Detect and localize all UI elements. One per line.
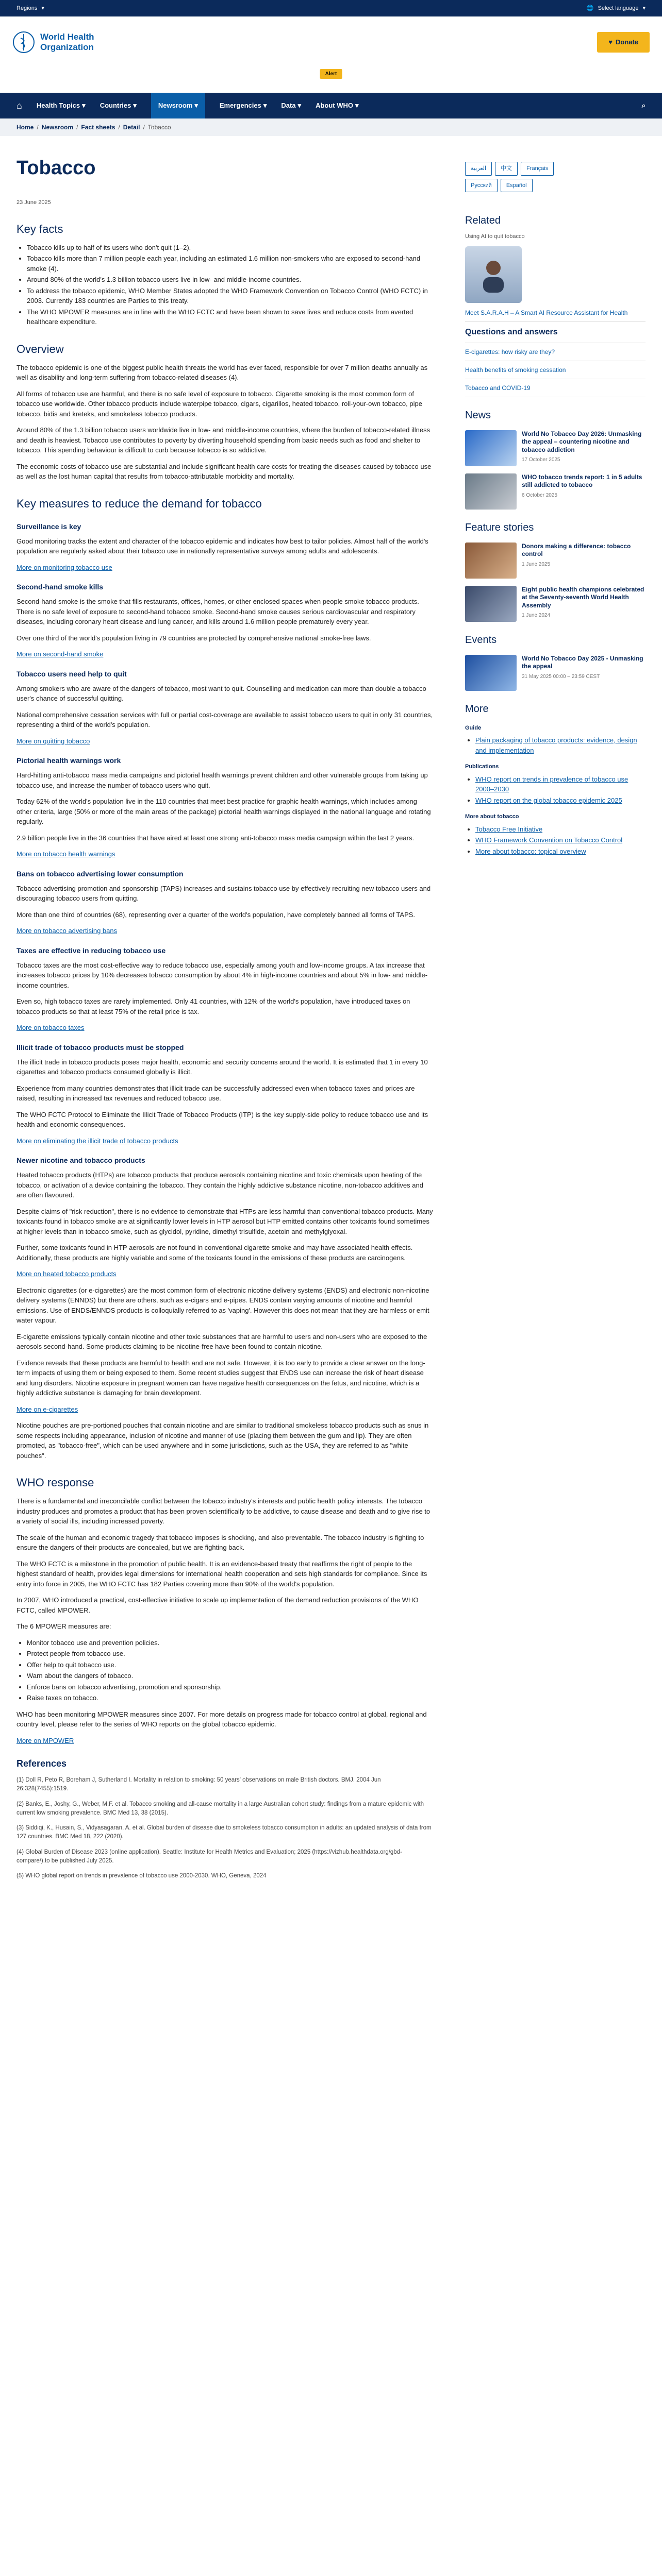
alert-banner	[320, 68, 342, 78]
crumb-home[interactable]: Home	[16, 124, 34, 131]
news-thumbnail	[465, 473, 517, 510]
feature-date: 1 June 2025	[522, 561, 551, 567]
chevron-down-icon: ▾	[642, 5, 646, 11]
event-title: World No Tobacco Day 2025 - Unmasking the appeal	[522, 654, 643, 670]
donate-label: Donate	[615, 38, 638, 46]
paragraph: There is a fundamental and irreconcilable conflict between the tobacco industry's interests and public health policy interests. The tobacco industry produces and promotes a product that has been proven scientifically to be addictive, to cause disease and death and to give rise to a variety of social ills, including increased poverty.	[16, 1497, 431, 1525]
guide-link[interactable]: Plain packaging of tobacco products: evidence, design and implementation	[475, 736, 637, 754]
paragraph: Further, some toxicants found in HTP aerosols are not found in conventional cigarette smoke and may have associated health effects. Additionally, these products are highly variable and some of the toxicants found in the emissions of these products are carcinogens.	[16, 1244, 413, 1262]
chevron-down-icon: ▾	[297, 101, 302, 110]
nav-data[interactable]	[281, 93, 301, 118]
paragraph: Hard-hitting anti-tobacco mass media campaigns and pictorial health warnings prevent children and other vulnerable groups from taking up tobacco use, and increase the number of tobacco users who quit.	[16, 771, 428, 789]
lang-french[interactable]: Français	[521, 162, 554, 176]
paragraph: Electronic cigarettes (or e-cigarettes) are the most common form of electronic nicotine delivery systems (ENDS) and electronic non-nicotine delivery systems (ENNDS) but there are others, such as e-cigars and e-pipes. ENDS contain varying amounts of nicotine and harmful emissions. Use of ENDS/ENNDS products is colloquially referred to as 'vaping'. However this does not mean that they are harmless or emit water vapour.	[16, 1286, 429, 1324]
features-heading: Feature stories	[465, 521, 534, 533]
chevron-down-icon: ▾	[41, 5, 44, 11]
section-heading: Illicit trade of tobacco products must be stopped	[16, 1043, 184, 1052]
event-item[interactable]	[465, 655, 646, 691]
list-item: • The WHO MPOWER measures are in line with the WHO FCTC and have been shown to save lives and reduce costs from averted healthcare expenditure.	[27, 307, 434, 327]
feature-date: 1 June 2024	[522, 613, 551, 619]
events-heading: Events	[465, 634, 497, 646]
main-nav	[0, 93, 662, 118]
lang-russian[interactable]: Русский	[465, 179, 498, 193]
org-name: World Health	[40, 32, 94, 42]
nav-label: Data	[281, 101, 296, 110]
mpower-list	[27, 1638, 434, 1703]
more-link[interactable]: More on monitoring tobacco use	[16, 563, 112, 571]
crumb-fact-sheets[interactable]: Fact sheets	[81, 124, 115, 131]
about-link[interactable]: WHO Framework Convention on Tobacco Control	[475, 836, 623, 844]
who-logo[interactable]	[12, 31, 94, 54]
crumb-newsroom[interactable]: Newsroom	[41, 124, 74, 131]
references-heading: References	[16, 1758, 67, 1769]
related-heading: Related	[465, 215, 501, 226]
heart-icon: ♥	[608, 38, 613, 46]
paragraph: Evidence reveals that these products are harmful to health and are not safe. However, it is too early to provide a clear answer on the long-term impacts of using them or being exposed to them. Some recent studies suggest that ENDS use can increase the risk of heart disease and lung disorders. Nicotine exposure in pregnant women can have negative health consequences on the fetus, and nicotine, which is a highly addictive substance is damaging for brain development.	[16, 1359, 425, 1397]
news-heading: News	[465, 409, 491, 421]
nav-label: Countries	[100, 101, 131, 110]
regions-menu[interactable]: Regions	[16, 5, 38, 11]
list-item: • Tobacco kills more than 7 million people each year, including an estimated 1.6 million non-smokers who are exposed to second-hand smoke (4).	[27, 253, 434, 274]
list-item: • Raise taxes on tobacco.	[27, 1693, 434, 1703]
reference: (4) Global Burden of Disease 2023 (online application). Seattle: Institute for Health Metrics and Evaluation; 2025 (https://vizhub.healthdata.org/gbd-compare/).to be published July 2025.	[16, 1849, 402, 1864]
paragraph: Good monitoring tracks the extent and character of the tobacco epidemic and indicates how best to tailor policies. Almost half of the world's population are regularly asked about their tobacco use in nationally representative surveys among adults and adolescents.	[16, 537, 428, 555]
list-item: • Protect people from tobacco use.	[27, 1649, 434, 1659]
paragraph: Even so, high tobacco taxes are rarely implemented. Only 41 countries, with 12% of the world's population, have introduced taxes on tobacco products so that at least 75% of the retail price is tax.	[16, 997, 410, 1015]
page-title: Tobacco	[16, 157, 96, 179]
who-response-heading: WHO response	[16, 1476, 94, 1489]
more-link[interactable]: More on second-hand smoke	[16, 650, 104, 658]
news-title: World No Tobacco Day 2026: Unmasking the appeal – countering nicotine and tobacco addiction	[522, 430, 642, 453]
publication-link[interactable]: WHO report on the global tobacco epidemic 2025	[475, 796, 622, 804]
paragraph: Experience from many countries demonstrates that illicit trade can be successfully addressed even when tobacco taxes and prices are raised, resulting in increased tax revenues and reduced tobacco use.	[16, 1084, 415, 1102]
overview-heading: Overview	[16, 342, 64, 355]
about-tobacco-heading: More about tobacco	[465, 814, 519, 820]
reference: (3) Siddiqi, K., Husain, S., Vidyasagaran, A. et al. Global burden of disease due to smokeless tobacco consumption in adults: an updated analysis of data from 127 countries. BMC Med 18, 222 (2020).	[16, 1825, 432, 1840]
list-item: • Monitor tobacco use and prevention policies.	[27, 1638, 434, 1648]
main-content	[16, 146, 434, 1887]
sarah-avatar[interactable]	[465, 246, 522, 303]
news-date: 6 October 2025	[522, 492, 557, 498]
measures-heading: Key measures to reduce the demand for tobacco	[16, 497, 262, 510]
search-icon[interactable]: ⌕	[641, 101, 646, 110]
key-facts-list	[27, 243, 434, 327]
qa-link[interactable]: Tobacco and COVID-19	[465, 383, 646, 397]
feature-title: Eight public health champions celebrated at the Seventy-seventh World Health Assembly	[522, 585, 644, 609]
paragraph: In 2007, WHO introduced a practical, cost-effective initiative to scale up implementation of the demand reduction provisions of the WHO FCTC, called MPOWER.	[16, 1596, 419, 1614]
org-name-2: Organization	[40, 42, 94, 52]
more-link[interactable]: More on tobacco advertising bans	[16, 927, 118, 935]
more-on-mpower-link[interactable]: More on MPOWER	[16, 1736, 74, 1744]
nav-newsroom[interactable]	[151, 93, 205, 118]
nav-label: Newsroom	[158, 101, 193, 110]
qa-link[interactable]: Health benefits of smoking cessation	[465, 365, 646, 379]
about-link[interactable]: Tobacco Free Initiative	[475, 825, 543, 833]
paragraph: Tobacco taxes are the most cost-effective way to reduce tobacco use, especially among youth and low-income groups. A tax increase that increases tobacco prices by 10% decreases tobacco consumption by about 4% in high-income countries and about 5% in low- and middle-income countries.	[16, 961, 428, 989]
nav-health-topics[interactable]	[37, 93, 86, 118]
section-heading: Bans on tobacco advertising lower consumption	[16, 869, 184, 878]
event-date: 31 May 2025 00:00 – 23:59 CEST	[522, 673, 600, 680]
paragraph: Despite claims of "risk reduction", there is no evidence to demonstrate that HTPs are less harmful than conventional tobacco products. Many toxicants found in tobacco smoke are at significantly lower levels in HTP aerosol but HTP emitted contains other toxicants found sometimes at higher levels than in tobacco smoke, such as glycidol, pyridine, dimethyl trisulfide, acetoin and methylglyoxal.	[16, 1207, 433, 1235]
paragraph: The WHO FCTC Protocol to Eliminate the Illicit Trade of Tobacco Products (ITP) is the key supply-side policy to reduce tobacco use and its health and economic consequences.	[16, 1110, 428, 1128]
paragraph: Around 80% of the 1.3 billion tobacco users worldwide live in low- and middle-income countries, where the burden of tobacco-related illness and death is heaviest. Tobacco use contributes to poverty by diverting household spending from basic needs such as food and shelter to tobacco. This spending behaviour is difficult to curb because tobacco is so addictive.	[16, 426, 431, 454]
list-item: • Offer help to quit tobacco use.	[27, 1660, 434, 1670]
sidebar	[465, 146, 646, 1887]
section-heading: Second-hand smoke kills	[16, 583, 104, 591]
chevron-down-icon: ▾	[133, 101, 137, 110]
reference: (1) Doll R, Peto R, Boreham J, Sutherland I. Mortality in relation to smoking: 50 years' observations on male British doctors. BMJ. 2004 Jun 26;328(7455):1519.	[16, 1777, 381, 1792]
paragraph: The tobacco epidemic is one of the biggest public health threats the world has ever faced, responsible for over 7 million deaths annually as well as disability and long-term suffering from tobacco-related diseases (4).	[16, 363, 428, 381]
more-link[interactable]: More on tobacco taxes	[16, 1024, 85, 1031]
publish-date: 23 June 2025	[16, 199, 51, 206]
paragraph: Nicotine pouches are pre-portioned pouches that contain nicotine and are similar to traditional smokeless tobacco products such as snus in some respects including appearance, inclusion of nicotine and manner of use (placing them between the gum and lip). They are often promoted, as "tobacco-free", which can be used anywhere and in some jurisdictions, such as the USA, they are referred to as "white pouches".	[16, 1421, 429, 1460]
nav-label: Health Topics	[36, 101, 80, 110]
lang-spanish[interactable]: Español	[501, 179, 533, 193]
chat-label: Using AI to quit tobacco	[465, 233, 525, 240]
nav-label: Emergencies	[219, 101, 261, 110]
feature-item[interactable]	[465, 543, 646, 579]
more-link[interactable]: More on tobacco health warnings	[16, 850, 115, 858]
breadcrumb: Home / Newsroom / Fact sheets / Detail / Tobacco	[0, 118, 662, 136]
paragraph: The economic costs of tobacco use are substantial and include significant health care costs for treating the diseases caused by tobacco use as well as the lost human capital that results from tobacco-attributable morbidity and mortality.	[16, 462, 432, 480]
crumb-current: Tobacco	[147, 124, 171, 131]
paragraph: More than one third of countries (68), representing over a quarter of the world's population, have completely banned all forms of TAPS.	[16, 910, 416, 919]
more-heading: More	[465, 703, 489, 715]
home-icon[interactable]: ⌂	[16, 100, 22, 111]
qa-link[interactable]: Questions and answers	[465, 326, 646, 343]
news-date: 17 October 2025	[522, 457, 560, 463]
references-list	[16, 1776, 434, 1880]
paragraph: National comprehensive cessation services with full or partial cost-coverage are available to assist tobacco users to quit in only 31 countries, representing a third of the world's population.	[16, 710, 433, 728]
language-select[interactable]: Select language	[598, 5, 639, 11]
news-title: WHO tobacco trends report: 1 in 5 adults still addicted to tobacco	[522, 473, 642, 489]
more-link[interactable]: More on quitting tobacco	[16, 737, 90, 745]
chevron-down-icon: ▾	[194, 101, 198, 110]
reference: (2) Banks, E., Joshy, G., Weber, M.F. et al. Tobacco smoking and all-cause mortality in a large Australian cohort study: findings from a mature epidemic with current low smoking prevalence. BMC Med 13, 38 (2015).	[16, 1801, 424, 1816]
feature-thumbnail	[465, 586, 517, 622]
event-thumbnail	[465, 655, 517, 691]
feature-title: Donors making a difference: tobacco control	[522, 542, 631, 558]
section-heading: Taxes are effective in reducing tobacco use	[16, 946, 166, 955]
list-item: • Warn about the dangers of tobacco.	[27, 1671, 434, 1681]
language-switcher	[465, 162, 568, 192]
donate-button[interactable]	[597, 32, 650, 53]
measures-sections	[16, 521, 434, 1461]
more-link[interactable]: More on e-cigarettes	[16, 1405, 78, 1413]
news-item[interactable]	[465, 473, 646, 510]
chevron-down-icon: ▾	[82, 101, 86, 110]
about-link[interactable]: More about tobacco: topical overview	[475, 847, 586, 855]
paragraph: The WHO FCTC is a milestone in the promotion of public health. It is an evidence-based treaty that reaffirms the right of people to the highest standard of health, provides legal dimensions for international health cooperation and sets high standards for compliance. Since its entry into force in 2005, the WHO FCTC has 182 Parties covering more than 90% of the world's population.	[16, 1560, 427, 1588]
paragraph: WHO has been monitoring MPOWER measures since 2007. For more details on progress made for tobacco control at global, regional and country level, please refer to the series of WHO reports on the global tobacco epidemic.	[16, 1710, 427, 1728]
paragraph: Heated tobacco products (HTPs) are tobacco products that produce aerosols containing nicotine and toxic chemicals upon heating of the tobacco, or activation of a device containing the tobacco. They contain the highly addictive substance nicotine, non-tobacco additives and are often flavoured.	[16, 1171, 423, 1199]
more-link[interactable]: More on eliminating the illicit trade of tobacco products	[16, 1137, 178, 1145]
lang-arabic[interactable]: العربية	[465, 162, 492, 176]
paragraph: E-cigarette emissions typically contain nicotine and other toxic substances that are harmful to users and non-users who are exposed to the aerosols second-hand. Some products claiming to be nicotine-free have been found to contain nicotine.	[16, 1332, 427, 1350]
paragraph: 2.9 billion people live in the 36 countries that have aired at least one strong anti-tobacco mass media campaign within the last 2 years.	[16, 834, 415, 842]
guide-heading: Guide	[465, 724, 482, 731]
paragraph: Second-hand smoke is the smoke that fills restaurants, offices, homes, or other enclosed spaces when people smoke tobacco products. There is no safe level of exposure to second-hand tobacco smoke. Second-hand smoke causes serious cardiovascular and respiratory diseases, including coronary heart disease and lung cancer, and kills around 1.6 million people prematurely every year.	[16, 598, 419, 625]
reference[interactable]: (5) WHO global report on trends in prevalence of tobacco use 2000-2030. WHO, Geneva, 2024	[16, 1873, 267, 1879]
section-heading: Pictorial health warnings work	[16, 756, 121, 765]
list-item: • Tobacco kills up to half of its users who don't quit (1–2).	[27, 243, 434, 253]
person-icon	[478, 257, 509, 293]
qa-link[interactable]: E-cigarettes: how risky are they?	[465, 347, 646, 361]
site-header	[0, 16, 662, 77]
section-heading: Tobacco users need help to quit	[16, 669, 127, 678]
chevron-down-icon: ▾	[355, 101, 359, 110]
list-item: • Enforce bans on tobacco advertising, promotion and sponsorship.	[27, 1682, 434, 1692]
paragraph: All forms of tobacco use are harmful, and there is no safe level of exposure to tobacco. Cigarette smoking is the most common form of tobacco use worldwide. Other tobacco products include waterpipe tobacco, cigars, cigarillos, heated tobacco, roll-your-own tobacco, pipe tobacco, bidis and kreteks, and smokeless tobacco products.	[16, 389, 422, 418]
key-facts-heading: Key facts	[16, 222, 63, 235]
who-emblem-icon	[12, 31, 35, 54]
more-link[interactable]: More on heated tobacco products	[16, 1270, 117, 1278]
lang-chinese[interactable]: 中文	[495, 162, 518, 176]
list-item: • To address the tobacco epidemic, WHO Member States adopted the WHO Framework Convention on Tobacco Control (WHO FCTC) in 2003. Currently 183 countries are Parties to this treaty.	[27, 286, 434, 306]
paragraph: The scale of the human and economic tragedy that tobacco imposes is shocking, and also preventable. The tobacco industry is fighting to ensure the dangers of their products are concealed, but we are fighting back.	[16, 1533, 424, 1551]
news-thumbnail	[465, 430, 517, 466]
alert-button[interactable]: Alert	[320, 69, 342, 79]
feature-thumbnail	[465, 543, 517, 579]
section-heading: Surveillance is key	[16, 522, 81, 531]
nav-countries[interactable]	[100, 93, 137, 118]
paragraph: The illicit trade in tobacco products poses major health, economic and security concerns around the world. It is estimated that 1 in every 10 cigarettes and tobacco products consumed globally is illicit.	[16, 1058, 428, 1076]
chevron-down-icon: ▾	[263, 101, 267, 110]
crumb-detail[interactable]: Detail	[123, 124, 140, 131]
paragraph: Tobacco advertising promotion and sponsorship (TAPS) increases and sustains tobacco use by effectively recruiting new tobacco users and discouraging tobacco users from quitting.	[16, 884, 431, 902]
nav-label: About WHO	[316, 101, 353, 110]
sarah-link[interactable]: Meet S.A.R.A.H – A Smart AI Resource Assistant for Health	[465, 308, 646, 322]
section-heading: Newer nicotine and tobacco products	[16, 1156, 145, 1164]
publication-link[interactable]: WHO report on trends in prevalence of tobacco use 2000–2030	[475, 775, 628, 793]
globe-icon: 🌐	[586, 5, 594, 11]
paragraph: Today 62% of the world's population live in the 110 countries that meet best practice for graphic health warnings, which includes among other criteria, large (50% or more of the main areas of the package) pictorial health warnings displayed in the national language and rotating regularly.	[16, 798, 431, 825]
nav-emergencies[interactable]	[220, 93, 267, 118]
paragraph: Among smokers who are aware of the dangers of tobacco, most want to quit. Counselling and medication can more than double a tobacco user's chance of successful quitting.	[16, 684, 426, 702]
publications-heading: Publications	[465, 764, 499, 770]
list-item: • Around 80% of the world's 1.3 billion tobacco users live in low- and middle-income countries.	[27, 275, 434, 285]
nav-about[interactable]	[316, 93, 358, 118]
feature-item[interactable]	[465, 586, 646, 622]
paragraph: Over one third of the world's population living in 79 countries are protected by comprehensive national smoke-free laws.	[16, 634, 371, 642]
paragraph: The 6 MPOWER measures are:	[16, 1622, 111, 1630]
top-bar	[0, 0, 662, 16]
news-item[interactable]	[465, 430, 646, 466]
